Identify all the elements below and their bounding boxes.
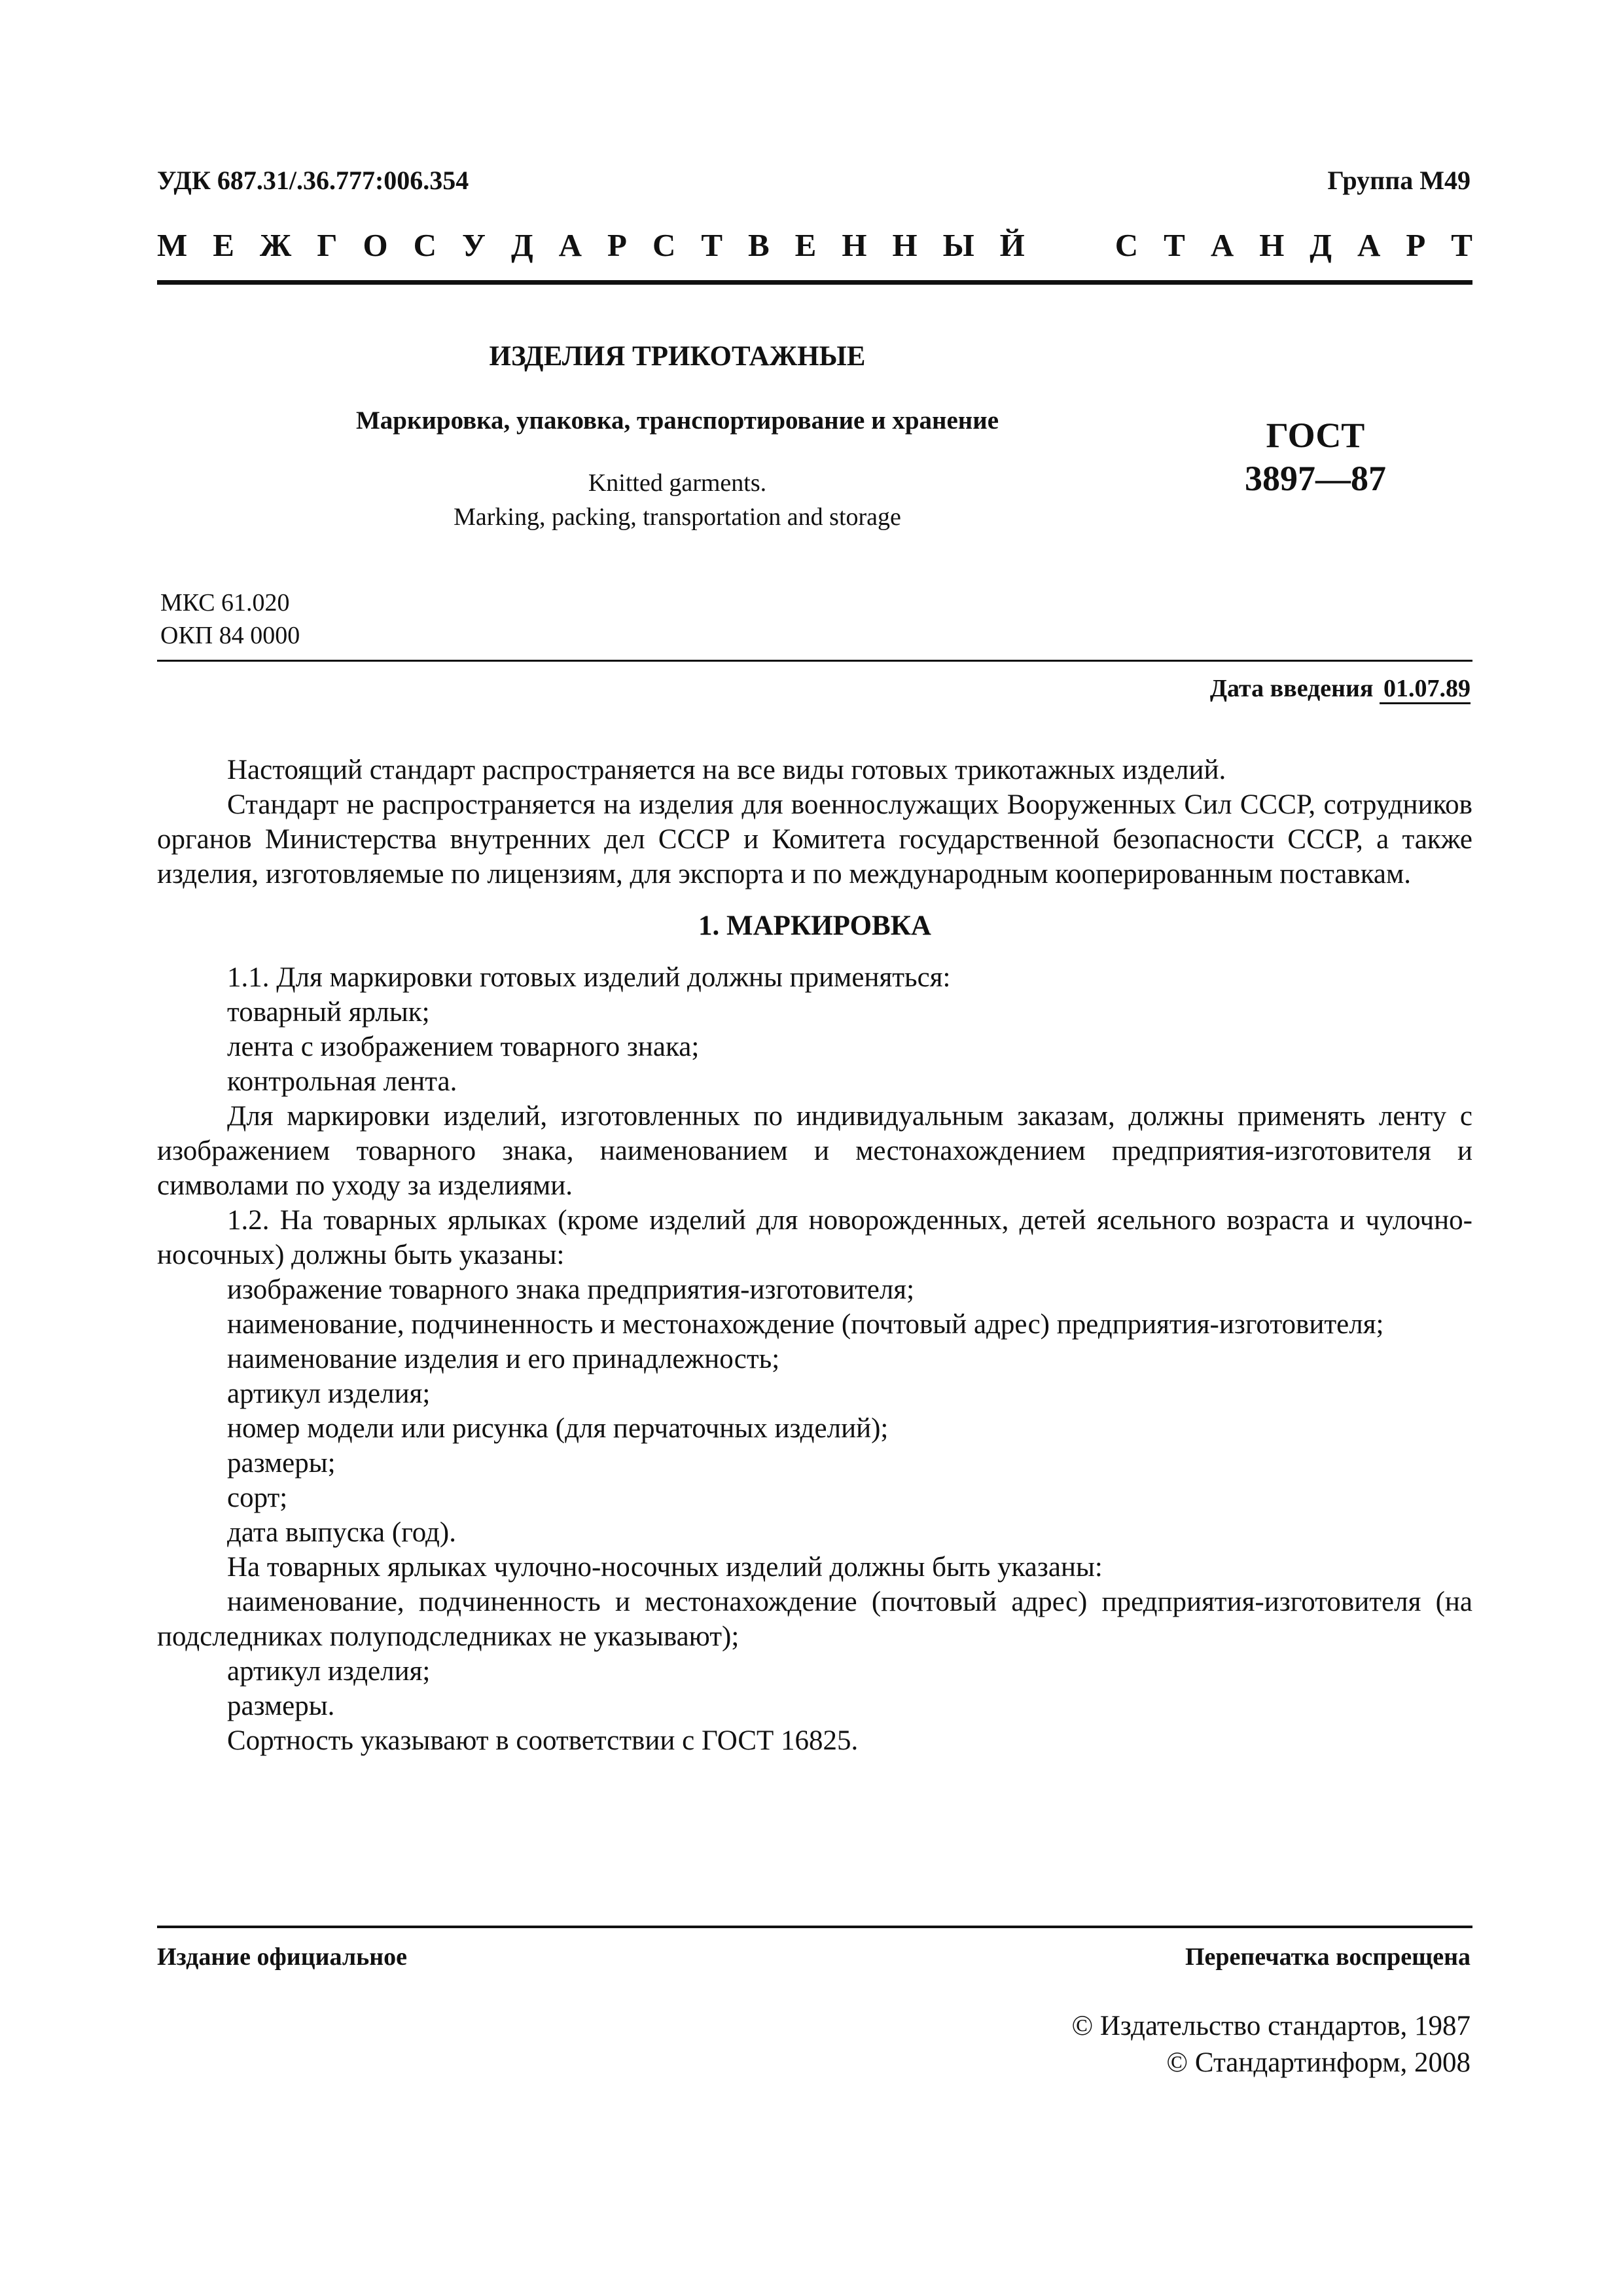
udk-code: УДК 687.31/.36.777:006.354 — [157, 166, 469, 195]
okp-code: ОКП 84 0000 — [160, 622, 300, 649]
footer-rule — [157, 1926, 1472, 1928]
heading-letter: Е — [213, 227, 234, 263]
heading-letter: Р — [1406, 227, 1426, 263]
mks-code: МКС 61.020 — [160, 589, 290, 617]
introduction-date-value: 01.07.89 — [1380, 675, 1471, 704]
list-item: наименование, подчиненность и местонахождение (почтовый адрес) предприятия-изготовителя; — [227, 1309, 1384, 1340]
heading-letter: С — [1115, 227, 1139, 263]
document-body — [157, 753, 1472, 1758]
scope-paragraph: Настоящий стандарт распространяется на все виды готовых трикотажных изделий. — [227, 755, 1226, 785]
copyright-line-2: © Стандартинформ, 2008 — [1166, 2047, 1471, 2078]
heading-letter: А — [558, 227, 582, 263]
list-item: дата выпуска (год). — [227, 1517, 456, 1548]
scope-exclusion-paragraph: Стандарт не распространяется на изделия для военнослужащих Вооруженных Сил СССР, сотрудников органов Министерства внутренних дел СССР и Комитета государственной безопасности СССР, а также изделия, изготовляемые по лицензиям, для экспорта и по международным кооперированным поставкам. — [157, 789, 1472, 889]
heading-letter: Г — [317, 227, 338, 263]
heading-letter: Н — [1259, 227, 1285, 263]
list-item: артикул изделия; — [227, 1378, 431, 1409]
document-title: ИЗДЕЛИЯ ТРИКОТАЖНЫЕ — [489, 341, 866, 372]
heading-letter: А — [1210, 227, 1234, 263]
heading-letter: Е — [794, 227, 817, 263]
group-code: Группа М49 — [1327, 166, 1471, 195]
custom-order-paragraph: Для маркировки изделий, изготовленных по индивидуальным заказам, должны применять ленту с изображением товарного знака, наименованием и местонахождением предприятия-изготовителя и символами по уходу за изделиями. — [157, 1101, 1472, 1201]
list-item: наименование изделия и его принадлежность; — [227, 1344, 780, 1374]
list-item: размеры; — [227, 1448, 336, 1479]
copyright-line-1: © Издательство стандартов, 1987 — [1071, 2011, 1471, 2041]
heading-letter: О — [363, 227, 388, 263]
introduction-date-label: Дата введения — [1209, 675, 1374, 702]
heading-letter: Р — [607, 227, 627, 263]
section-heading: 1. МАРКИРОВКА — [698, 910, 931, 941]
gost-designation — [1165, 414, 1466, 500]
interstate-standard-heading — [157, 226, 1472, 264]
copyright-block — [1071, 2008, 1471, 2081]
list-item: изображение товарного знака предприятия-изготовителя; — [227, 1274, 915, 1305]
english-title — [157, 466, 1198, 534]
heading-letter: Ы — [942, 227, 974, 263]
grade-paragraph: Сортность указывают в соответствии с ГОСТ 16825. — [227, 1725, 859, 1756]
heading-letter: А — [1357, 227, 1381, 263]
classification-codes — [160, 586, 300, 652]
heading-letter: У — [462, 227, 486, 263]
document-subtitle: Маркировка, упаковка, транспортирование и хранение — [355, 406, 999, 435]
list-item: лента с изображением товарного знака; — [227, 1031, 700, 1062]
clause-1-2: 1.2. На товарных ярлыках (кроме изделий для новорожденных, детей ясельного возраста и чулочно-носочных) должны быть указаны: — [157, 1205, 1472, 1270]
clause-1-1: 1.1. Для маркировки готовых изделий должны применяться: — [227, 962, 951, 993]
hosiery-paragraph: На товарных ярлыках чулочно-носочных изделий должны быть указаны: — [227, 1552, 1103, 1583]
heading-letter: Т — [701, 227, 723, 263]
word-gap — [1050, 226, 1090, 264]
list-item: номер модели или рисунка (для перчаточных изделий); — [227, 1413, 889, 1444]
list-item: артикул изделия; — [227, 1656, 431, 1687]
heading-letter: М — [157, 227, 188, 263]
english-title-line-1: Knitted garments. — [588, 469, 767, 497]
official-edition-label: Издание официальное — [157, 1943, 408, 1971]
heading-letter: С — [652, 227, 676, 263]
heading-letter: Ж — [259, 227, 292, 263]
list-item: сорт; — [227, 1482, 288, 1513]
introduction-date — [1210, 674, 1471, 703]
heading-letter: Д — [1310, 227, 1332, 263]
heading-letter: С — [413, 227, 437, 263]
english-title-line-2: Marking, packing, transportation and storage — [454, 503, 901, 531]
gost-label: ГОСТ — [1266, 416, 1365, 455]
heading-letter: Н — [842, 227, 867, 263]
heading-letter: В — [748, 227, 770, 263]
list-item: контрольная лента. — [227, 1066, 457, 1097]
list-item: товарный ярлык; — [227, 997, 430, 1028]
heading-letter: Д — [510, 227, 533, 263]
header-rule — [157, 280, 1472, 285]
heading-letter: Н — [892, 227, 918, 263]
codes-rule — [157, 660, 1472, 662]
heading-letter: Т — [1451, 227, 1472, 263]
reprint-prohibited-label: Перепечатка воспрещена — [1185, 1943, 1471, 1971]
list-item: размеры. — [227, 1691, 335, 1721]
list-item: наименование, подчиненность и местонахождение (почтовый адрес) предприятия-изготовителя (на подследниках полуподследниках не указывают); — [157, 1587, 1472, 1652]
heading-letter: Т — [1164, 227, 1185, 263]
heading-letter: Й — [999, 227, 1025, 263]
gost-number: 3897—87 — [1245, 459, 1386, 498]
